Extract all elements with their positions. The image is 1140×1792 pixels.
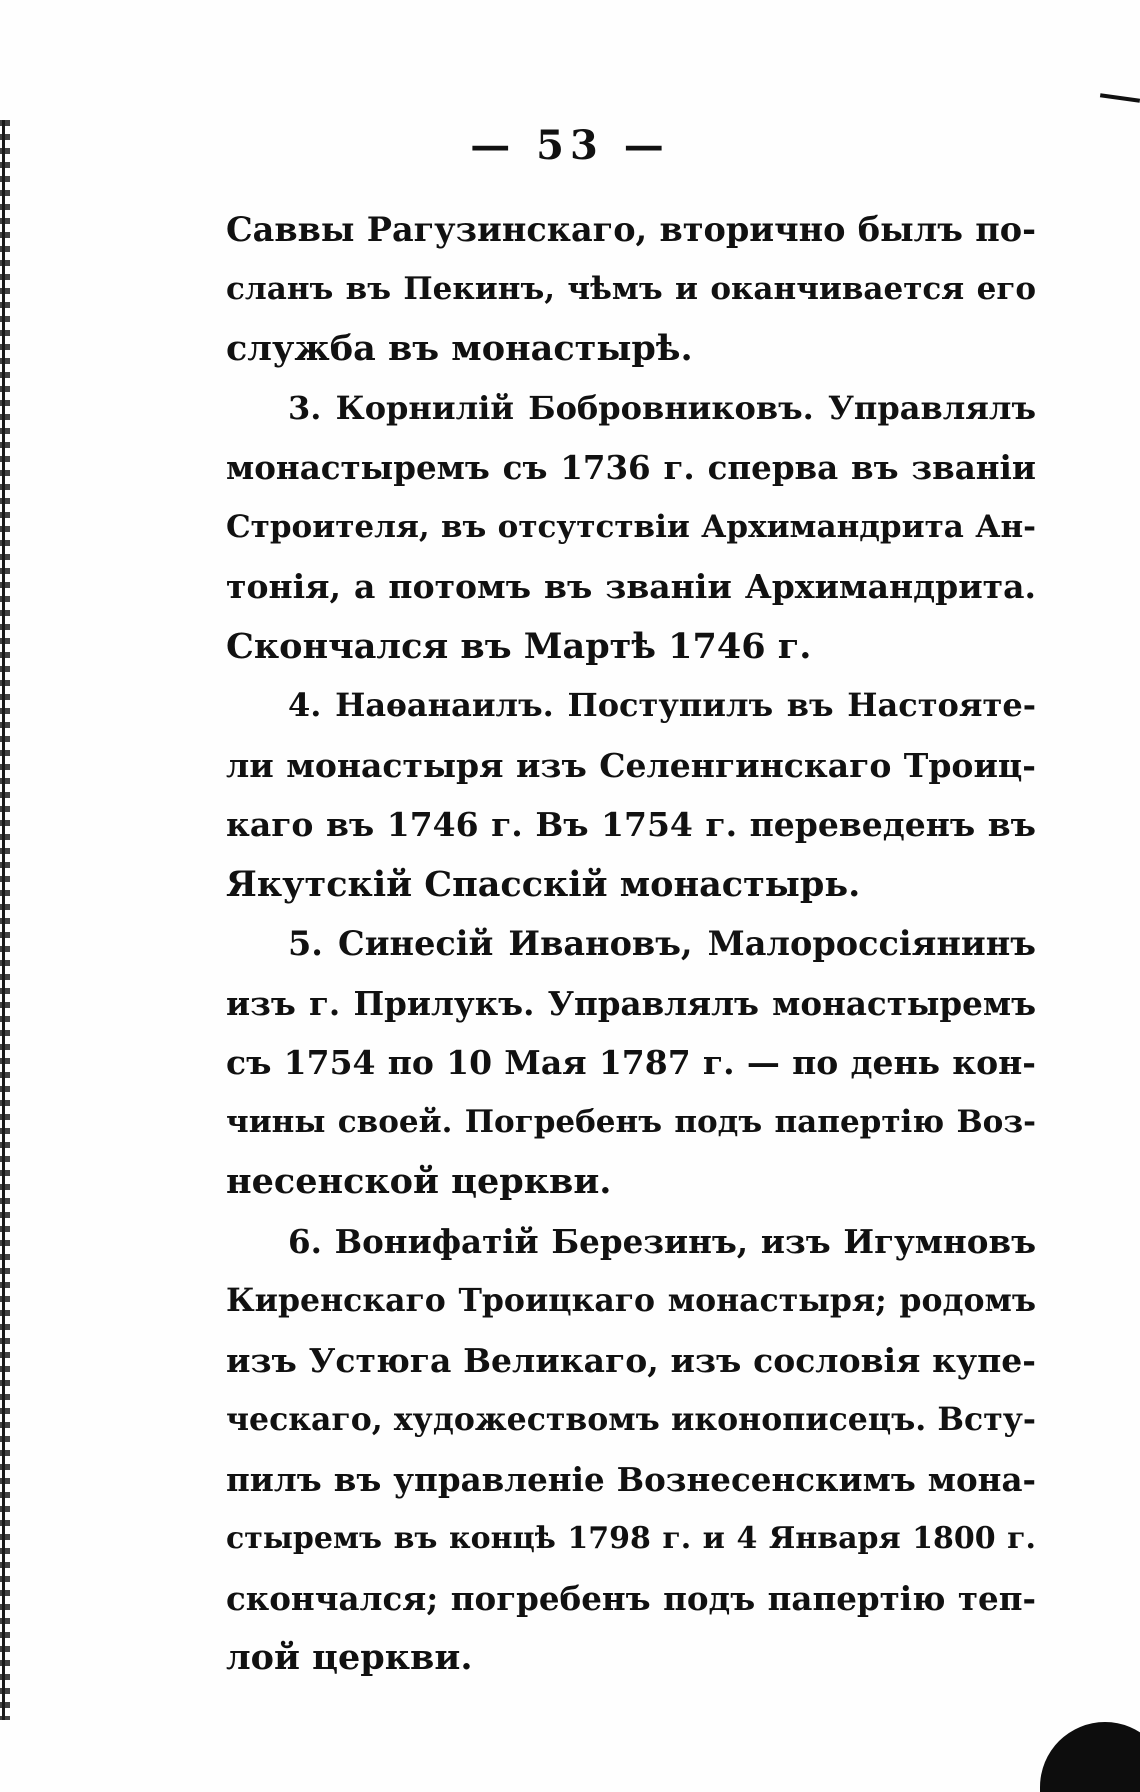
- page-number: — 53 —: [470, 122, 670, 169]
- text-line: скончался; погребенъ подъ папертію теп-: [226, 1578, 1036, 1618]
- text-line: каго въ 1746 г. Въ 1754 г. переведенъ въ: [226, 805, 1036, 844]
- text-line: стыремъ въ концѣ 1798 г. и 4 Января 1800 г.: [226, 1521, 1036, 1556]
- text-line: служба въ монастырѣ.: [226, 328, 693, 369]
- text-line: Киренскаго Троицкаго монастыря; родомъ: [226, 1282, 1036, 1319]
- text-line: ческаго, художествомъ иконописецъ. Всту-: [226, 1401, 1036, 1438]
- text-line: 5. Синесій Ивановъ, Малороссіянинъ: [288, 924, 1036, 963]
- text-line: несенской церкви.: [226, 1161, 612, 1202]
- text-line: съ 1754 по 10 Мая 1787 г. — по день кон-: [226, 1043, 1036, 1082]
- text-line: чины своей. Погребенъ подъ папертію Воз-: [226, 1103, 1036, 1140]
- corner-ink-mark: [1100, 93, 1140, 103]
- text-line: ли монастыря изъ Селенгинскаго Троиц-: [226, 745, 1036, 785]
- text-line: изъ Устюга Великаго, изъ сословія купе-: [226, 1340, 1036, 1380]
- text-line: 3. Корнилій Бобровниковъ. Управлялъ: [288, 388, 1036, 427]
- text-line: монастыремъ съ 1736 г. сперва въ званіи: [226, 448, 1036, 487]
- text-line: Скончался въ Мартѣ 1746 г.: [226, 625, 812, 667]
- body-text: [226, 200, 1036, 1688]
- text-line: лой церкви.: [226, 1637, 473, 1678]
- text-line: сланъ въ Пекинъ, чѣмъ и оканчивается его: [226, 270, 1036, 307]
- text-line: Якутскій Спасскій монастырь.: [226, 863, 861, 905]
- text-line: изъ г. Прилукъ. Управлялъ монастыремъ: [226, 983, 1036, 1023]
- text-line: 4. Наѳанаилъ. Поступилъ въ Настояте-: [288, 686, 1036, 724]
- binding-edge-line: [2, 120, 5, 1720]
- corner-ink-blot: [1040, 1722, 1140, 1792]
- text-line: тонія, а потомъ въ званіи Архимандрита.: [226, 567, 1036, 606]
- text-line: Строителя, въ отсутствіи Архимандрита Ан-: [226, 508, 1036, 545]
- text-line: пилъ въ управленіе Вознесенскимъ мона-: [226, 1459, 1036, 1499]
- text-line: 6. Вонифатій Березинъ, изъ Игумновъ: [288, 1221, 1036, 1261]
- text-line: Саввы Рагузинскаго, вторично былъ по-: [226, 210, 1036, 249]
